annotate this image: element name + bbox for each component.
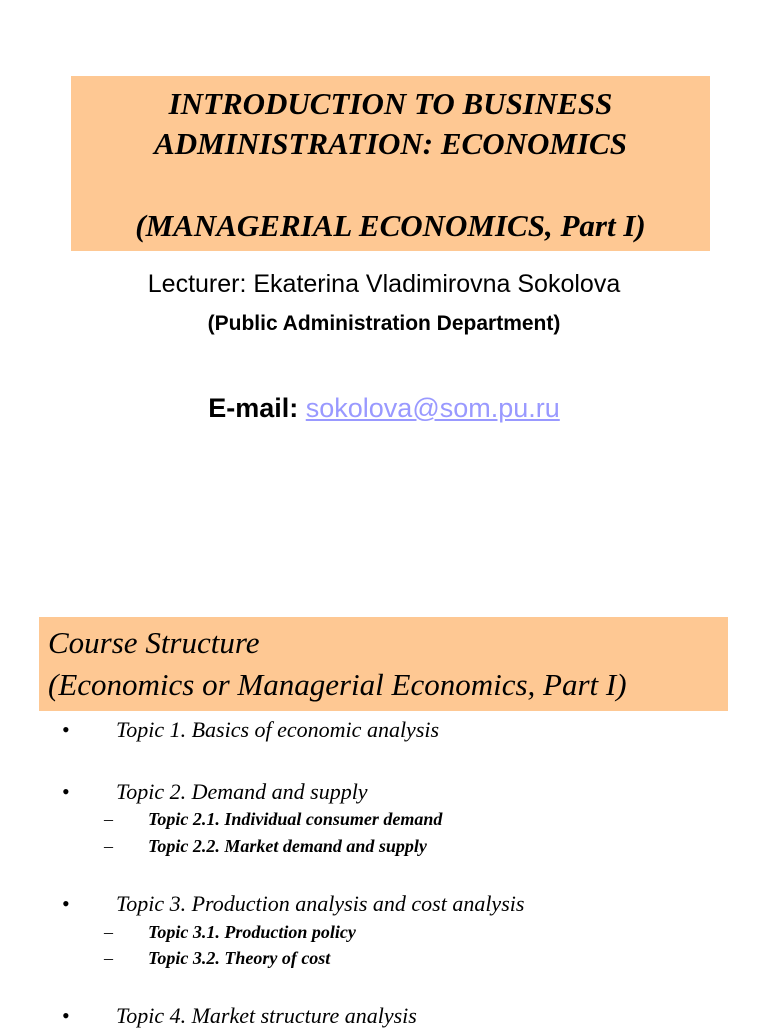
department-name: (Public Administration Department) (207, 312, 561, 335)
bullet-icon: • (62, 717, 70, 742)
slide1-title-line-1: INTRODUCTION TO BUSINESS (168, 86, 613, 121)
email-label: E-mail: (208, 393, 306, 423)
bullet-icon: • (62, 891, 70, 916)
subtopic-item-3-1 (104, 920, 356, 944)
bullet-icon: • (62, 779, 70, 804)
topic-label: Topic 2. Demand and supply (116, 779, 368, 804)
dash-icon: – (104, 948, 113, 968)
email-row (0, 390, 768, 426)
slide1-title-line-3: (MANAGERIAL ECONOMICS, Part I) (135, 208, 646, 243)
slide2-title-line-1: Course Structure (48, 625, 260, 660)
subtopic-label: Topic 2.1. Individual consumer demand (148, 809, 443, 829)
lecturer-name: Lecturer: Ekaterina Vladimirovna Sokolova (147, 270, 621, 298)
dash-icon: – (104, 922, 113, 942)
email-link[interactable]: sokolova@som.pu.ru (305, 393, 560, 423)
topic-label: Topic 4. Market structure analysis (116, 1003, 417, 1028)
subtopic-label: Topic 2.2. Market demand and supply (148, 836, 427, 856)
subtopic-item-2-2 (104, 834, 427, 858)
subtopic-item-3-2 (104, 946, 330, 970)
bullet-icon: • (62, 1003, 70, 1028)
subtopic-label: Topic 3.1. Production policy (148, 922, 356, 942)
slide1-title-box (71, 76, 710, 251)
dash-icon: – (104, 836, 113, 856)
dash-icon: – (104, 809, 113, 829)
topic-label: Topic 1. Basics of economic analysis (116, 717, 440, 742)
subtopic-label: Topic 3.2. Theory of cost (148, 948, 331, 968)
slide2-title-line-2: (Economics or Managerial Economics, Part I) (48, 667, 627, 702)
topic-item-4 (62, 1002, 417, 1030)
topic-label: Topic 3. Production analysis and cost analysis (116, 891, 525, 916)
subtopic-item-2-1 (104, 807, 442, 831)
topic-item-3 (62, 890, 524, 918)
topic-item-2 (62, 778, 368, 806)
slide1-title-line-2: ADMINISTRATION: ECONOMICS (154, 126, 627, 161)
topic-item-1 (62, 716, 439, 744)
slide2-title-box (39, 617, 728, 711)
